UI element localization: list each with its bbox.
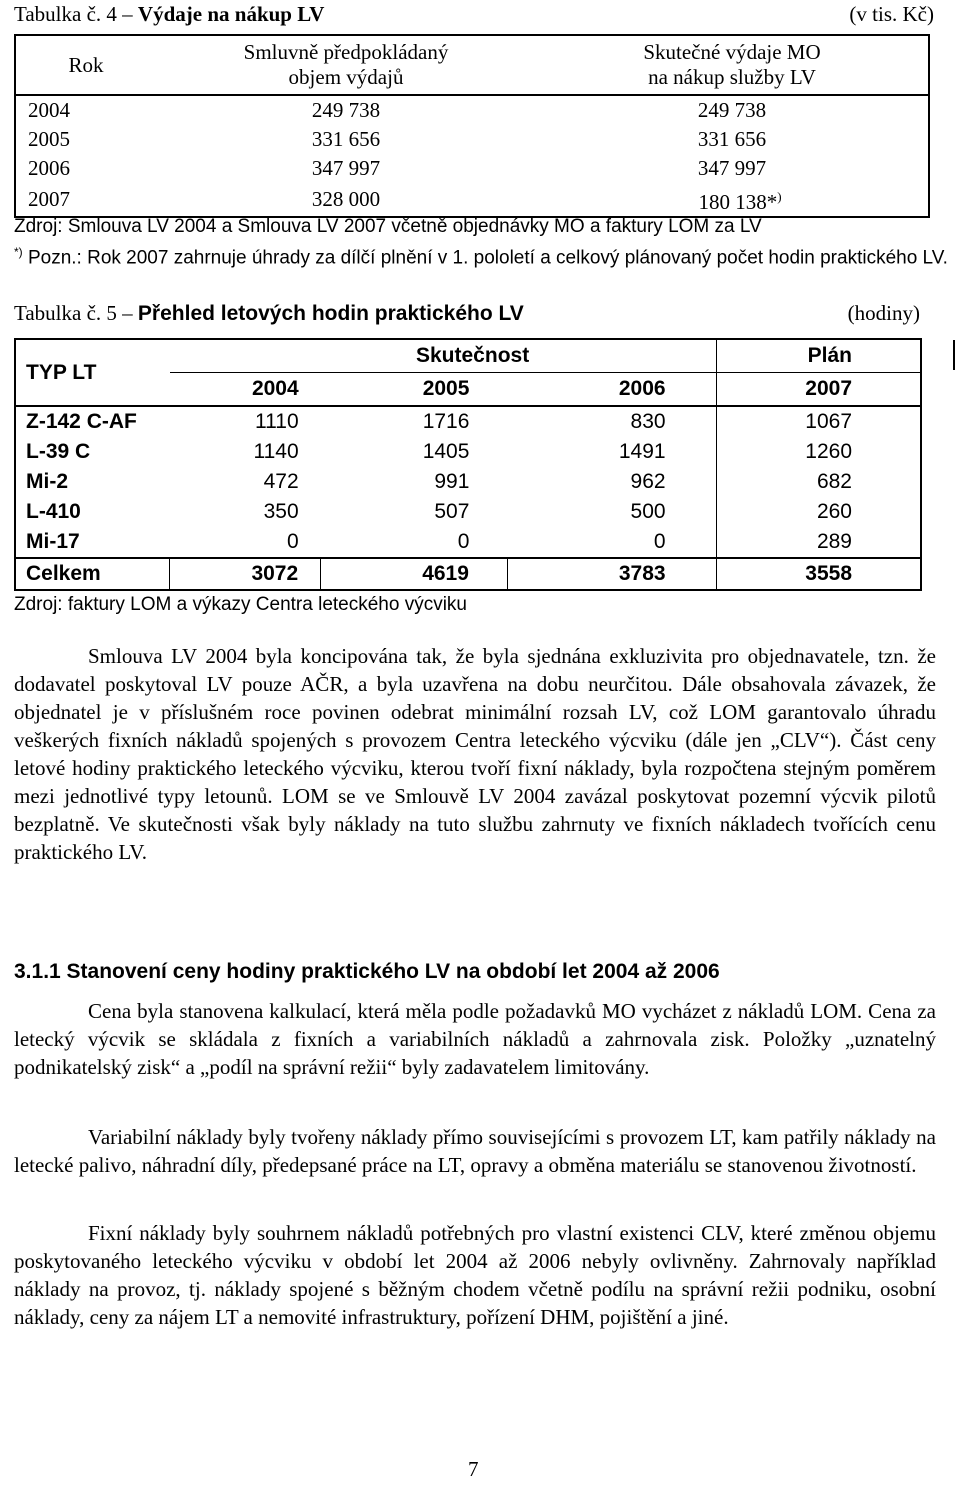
table5-type: Z-142 C-AF: [26, 410, 137, 433]
table5-type: L-39 C: [26, 440, 91, 463]
table-row: [15, 95, 929, 125]
table5-type: Mi-2: [26, 470, 68, 493]
table4-year: 2005: [28, 127, 70, 151]
table-row: [15, 437, 921, 467]
table-row: [15, 527, 921, 558]
table4-header-row: [15, 35, 929, 95]
table4-actual: 331 656: [697, 127, 767, 151]
table5-source: Zdroj: faktury LOM a výkazy Centra leteckého výcviku: [14, 594, 467, 615]
table5-value: 289: [716, 527, 921, 558]
table-row: [15, 183, 929, 217]
table5-header-typ: TYP LT: [26, 360, 97, 384]
table5-header-year: 2007: [716, 373, 921, 407]
paragraph-4-text: Fixní náklady byly souhrnem nákladů potřebných pro vlastní existenci CLV, které změnou objemu poskytovaného leteckého výcviku v období let 2004 až 2006 nebyly ovlivněny. Zahrnovaly například náklady na provoz, tj. náklady spojené s běžným chodem včetně podílu na správní režii podniku, osobní náklady, ceny za nájem LT a nemovité infrastruktury, pořízení DHM, pojištění a jiné.: [14, 1221, 936, 1329]
table5-value: 472: [263, 470, 299, 493]
paragraph-1-text: Smlouva LV 2004 byla koncipována tak, že byla sjednána exkluzivita pro objednavatele, tzn. že dodavatel poskytoval LV pouze AČR, a byla uzavřena na dobu neurčitou. Dále obsahovala závazek, že objednatel je v příslušném roce povinen odebrat minimální rozsah LV, což LOM garantovalo úhradu veškerých fixních nákladů spojených s provozem Centra leteckého výcviku (dále jen „CLV“). Část ceny letové hodiny praktického leteckého výcviku, kterou tvoří fixní náklady, byla rozpočtena stejným poměrem mezi jednotlivé typy letounů. LOM se ve Smlouvě LV 2004 zavázal poskytovat pozemní výcvik pilotů bezplatně. Ve skutečnosti však byly náklady na tuto službu zahrnuty ve fixních nákladech tvořících cenu praktického LV.: [14, 644, 936, 864]
table4-header-planned-line1: Smluvně předpokládaný: [243, 40, 449, 64]
table5-total-value: 4619: [321, 558, 508, 590]
table4-header-actual: [536, 35, 929, 95]
table4-actual: 249 738: [697, 98, 767, 122]
table-row: [15, 467, 921, 497]
table5-total-row: [15, 558, 921, 590]
table5-value: 1067: [716, 406, 921, 437]
table4-planned: 328 000: [311, 187, 381, 211]
table-row: [15, 497, 921, 527]
table4-planned: 347 997: [311, 156, 381, 180]
table5-total-value: 3072: [170, 558, 321, 590]
table5-header-year: 2005: [321, 373, 508, 407]
table4-planned: 331 656: [311, 127, 381, 151]
table4-note-text: Pozn.: Rok 2007 zahrnuje úhrady za dílčí plnění v 1. pololetí a celkový plánovaný počet hodin praktického LV.: [22, 247, 948, 269]
table5-total-value: 3558: [716, 558, 921, 590]
table5-value: 0: [457, 530, 470, 553]
table-row: [15, 406, 921, 437]
table4-actual: 347 997: [697, 156, 767, 180]
table4-note: [14, 240, 948, 270]
paragraph-3-text: Variabilní náklady byly tvořeny náklady přímo souvisejícími s provozem LT, kam patřily náklady na letecké palivo, náhradní díly, předepsané práce na LT, opravy a obměna materiálu se stanovenou životností.: [14, 1125, 936, 1177]
paragraph-1: [14, 642, 936, 866]
page-number: 7: [468, 1457, 479, 1481]
table4-header-actual-line2: na nákup služby LV: [648, 65, 816, 89]
paragraph-4: [14, 1219, 936, 1331]
table4-actual-cell: [536, 183, 929, 217]
table5-value: 500: [630, 500, 666, 523]
section-heading: 3.1.1 Stanovení ceny hodiny praktického LV na období let 2004 až 2006: [14, 960, 720, 983]
table4-header-planned: [156, 35, 536, 95]
paragraph-2: [14, 997, 936, 1081]
paragraph-2-text: Cena byla stanovena kalkulací, která měla podle požadavků MO vycházet z nákladů LOM. Cena za letecký výcvik se skládala z fixních a variabilních nákladů a zahrnovala zisk. Položky „uznatelný podnikatelský zisk“ a „podíl na správní režii“ byly zadavatelem limitovány.: [14, 999, 936, 1079]
table5-header-row-1: [15, 339, 921, 373]
table5-header-skutecnost: Skutečnost: [416, 344, 530, 367]
paragraph-3: [14, 1123, 936, 1179]
table5-header-year: 2006: [507, 373, 716, 407]
table5-type: Mi-17: [26, 530, 80, 553]
table-row: [15, 154, 929, 183]
table4-year: 2007: [28, 187, 70, 211]
table4-unit: (v tis. Kč): [849, 2, 934, 26]
table4-year: 2004: [28, 98, 70, 122]
table4-caption-title: Výdaje na nákup LV: [137, 2, 325, 26]
table4-planned: 249 738: [311, 98, 381, 122]
table5-value: 260: [716, 497, 921, 527]
table-row: [15, 125, 929, 154]
table4-footnote-mark: ): [777, 189, 782, 204]
table5-value: 0: [653, 530, 666, 553]
table5-caption: [14, 300, 920, 327]
table4-header-actual-line1: Skutečné výdaje MO: [643, 40, 821, 64]
table4-actual: 180 138*: [698, 190, 778, 214]
table4: [14, 34, 930, 218]
table5-value: 350: [263, 500, 299, 523]
table5-value: 507: [434, 500, 470, 523]
table5-value: 962: [630, 470, 666, 493]
table5-total-label: Celkem: [26, 562, 101, 585]
margin-mark: [953, 340, 955, 370]
table4-year: 2006: [28, 156, 70, 180]
table4-source: Zdroj: Smlouva LV 2004 a Smlouva LV 2007 včetně objednávky MO a faktury LOM za LV: [14, 216, 762, 237]
table4-note-mark: *): [14, 245, 23, 259]
table5-value: 830: [630, 410, 666, 433]
table5-value: 1110: [255, 410, 299, 433]
table5-value: 0: [286, 530, 299, 553]
table5: [14, 338, 922, 591]
table5-value: 1716: [422, 410, 470, 433]
table5-unit: (hodiny): [847, 301, 920, 325]
table4-header-planned-line2: objem výdajů: [288, 65, 404, 89]
table5-value: 1491: [618, 440, 666, 463]
table5-value: 991: [434, 470, 470, 493]
table4-caption-prefix: Tabulka č. 4 –: [14, 2, 138, 26]
table5-value: 1405: [422, 440, 470, 463]
table4-caption: [14, 2, 934, 26]
table5-total-value: 3783: [507, 558, 716, 590]
table5-caption-title: Přehled letových hodin praktického LV: [137, 302, 524, 325]
table5-header-year: 2004: [170, 373, 321, 407]
table5-type: L-410: [26, 500, 81, 523]
table4-header-rok: Rok: [68, 52, 104, 77]
table5-caption-prefix: Tabulka č. 5 –: [14, 301, 138, 325]
table5-value: 1140: [253, 440, 299, 463]
table5-value: 682: [716, 467, 921, 497]
table5-value: 1260: [716, 437, 921, 467]
table5-header-plan: Plán: [716, 339, 921, 373]
